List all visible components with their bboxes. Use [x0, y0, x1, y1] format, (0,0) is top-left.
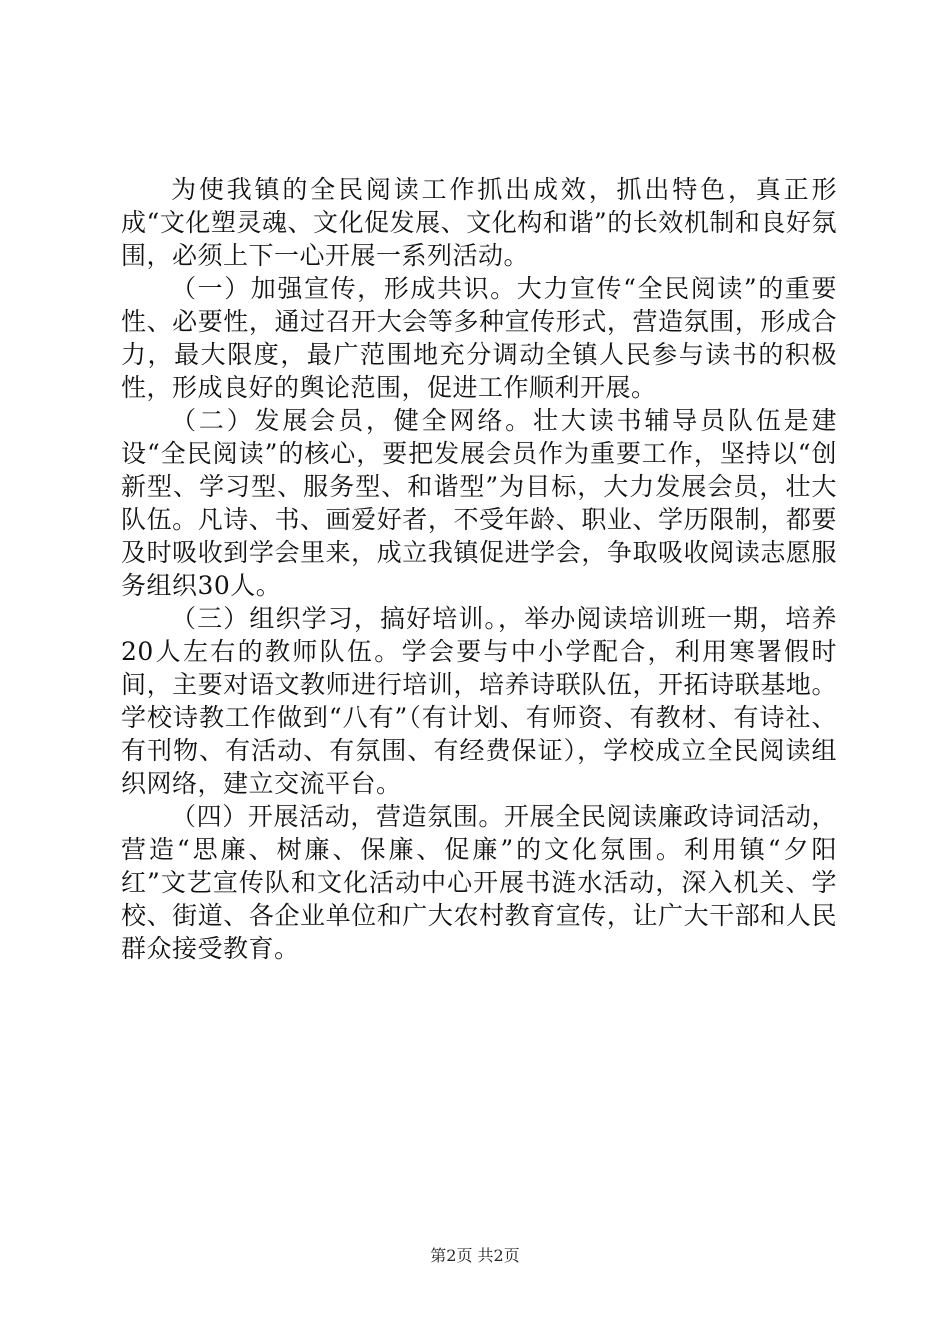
paragraph-intro: 为使我镇的全民阅读工作抓出成效，抓出特色，真正形成“文化塑灵魂、文化促发展、文化构和谐”的长效机制和良好氛围，必须上下一心开展一系列活动。 [121, 175, 837, 270]
paragraph-section-3: （三）组织学习，搞好培训。，举办阅读培训班一期，培养20人左右的教师队伍。学会要与中小学配合，利用寒署假时间，主要对语文教师进行培训，培养诗联队伍，开拓诗联基地。学校诗教工作做到“八有”（有计划、有师资、有教材、有诗社、有刊物、有活动、有氛围、有经费保证），学校成立全民阅读组织网络，建立交流平台。 [121, 604, 837, 798]
page-number-footer: 第2页 共2页 [430, 1246, 520, 1265]
document-body [121, 173, 837, 965]
paragraph-section-1: （一）加强宣传，形成共识。大力宣传“全民阅读”的重要性、必要性，通过召开大会等多种宣传形式，营造氛围，形成合力，最大限度，最广范围地充分调动全镇人民参与读书的积极性，形成良好的舆论范围，促进工作顺利开展。 [121, 274, 837, 402]
paragraph-section-2: （二）发展会员，健全网络。壮大读书辅导员队伍是建设“全民阅读”的核心，要把发展会员作为重要工作，坚持以“创新型、学习型、服务型、和谐型”为目标，大力发展会员，壮大队伍。凡诗、书、画爱好者，不受年龄、职业、学历限制，都要及时吸收到学会里来，成立我镇促进学会，争取吸收阅读志愿服务组织30人。 [121, 406, 837, 600]
paragraph-section-4: （四）开展活动，营造氛围。开展全民阅读廉政诗词活动，营造“思廉、树廉、保廉、促廉”的文化氛围。利用镇“夕阳红”文艺宣传队和文化活动中心开展书涟水活动，深入机关、学校、街道、各企业单位和广大农村教育宣传，让广大干部和人民群众接受教育。 [121, 802, 837, 963]
